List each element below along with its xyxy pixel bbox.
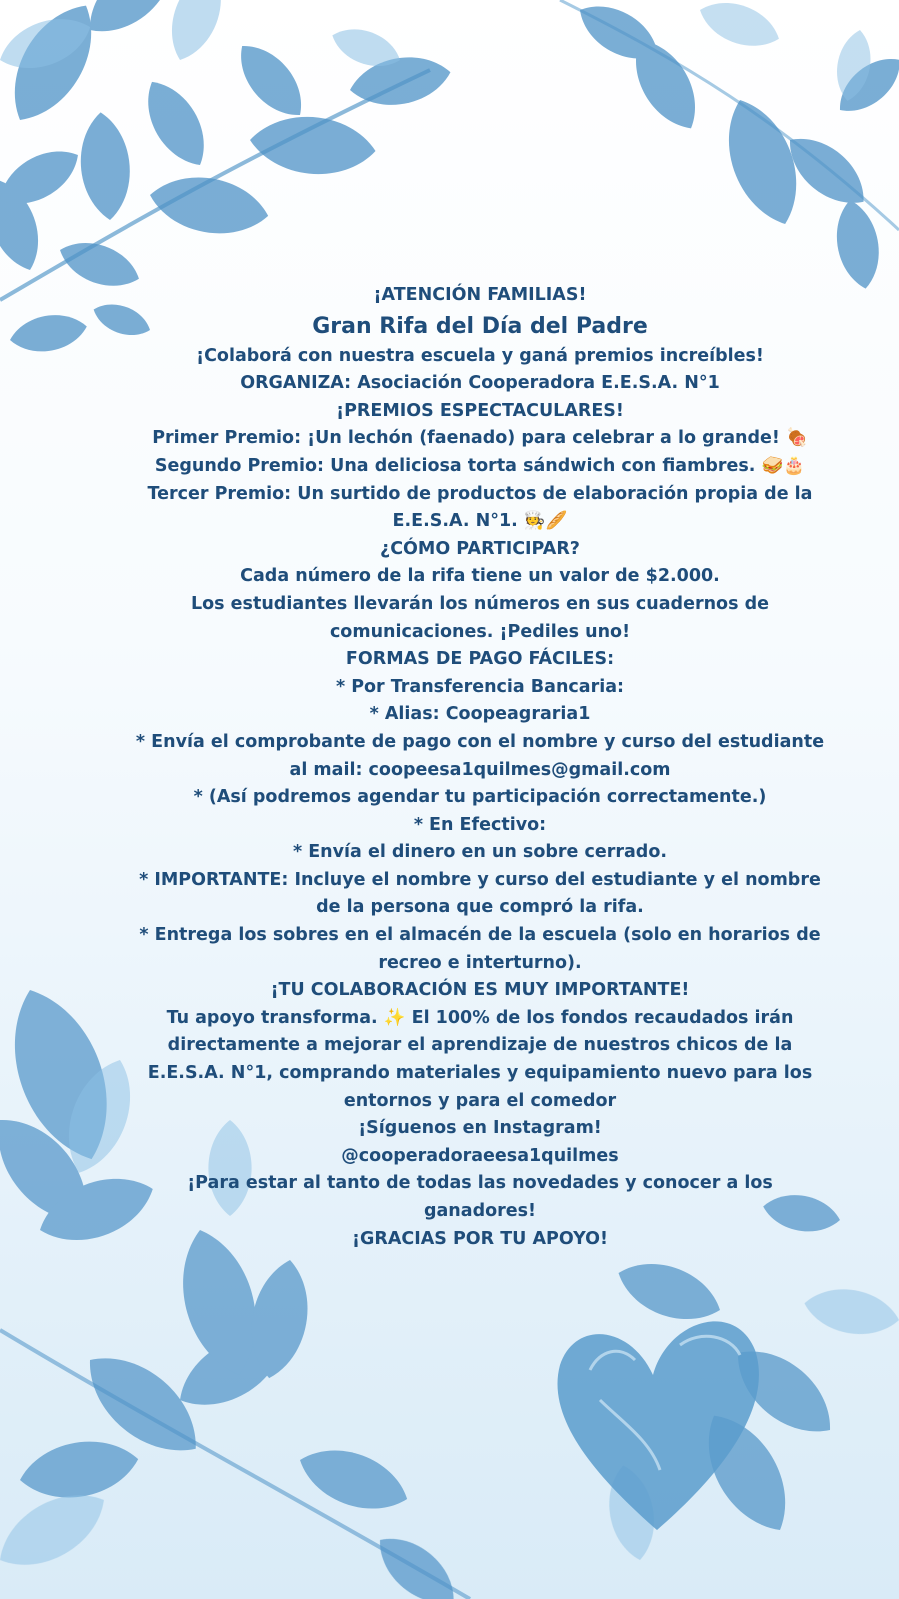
how-to-participate-heading: ¿CÓMO PARTICIPAR? xyxy=(380,538,580,559)
send-receipt-instruction: * Envía el comprobante de pago con el nombre y curso del estudiante al mail: coopeesa1quilmes@gmail.com xyxy=(135,731,825,780)
cash-method: * En Efectivo: xyxy=(413,814,547,835)
schedule-note: * (Así podremos agendar tu participación correctamente.) xyxy=(193,787,767,808)
payment-methods-heading: FORMAS DE PAGO FÁCILES: xyxy=(345,649,615,670)
flyer-content xyxy=(130,282,830,1253)
attention-heading: ¡ATENCIÓN FAMILIAS! xyxy=(373,285,587,305)
organizer-text: ORGANIZA: Asociación Cooperadora E.E.S.A. N°1 xyxy=(240,373,720,394)
envelope-instruction: * Envía el dinero en un sobre cerrado. xyxy=(292,842,668,863)
ticket-price: Cada número de la rifa tiene un valor de $2.000. xyxy=(240,566,720,587)
collaboration-heading: ¡TU COLABORACIÓN ES MUY IMPORTANTE! xyxy=(270,980,690,1001)
transfer-method: * Por Transferencia Bancaria: xyxy=(335,676,625,697)
stay-updated-text: ¡Para estar al tanto de todas las novedades y conocer a los ganadores! xyxy=(187,1173,773,1221)
second-prize: Segundo Premio: Una deliciosa torta sándwich con fiambres. 🥪🎂 xyxy=(154,455,806,476)
thanks-text: ¡GRACIAS POR TU APOYO! xyxy=(352,1228,608,1249)
raffle-title: Gran Rifa del Día del Padre xyxy=(312,313,648,339)
bank-alias: * Alias: Coopeagraria1 xyxy=(369,704,591,725)
first-prize: Primer Premio: ¡Un lechón (faenado) para celebrar a lo grande! 🍖 xyxy=(152,428,808,449)
prizes-heading: ¡PREMIOS ESPECTACULARES! xyxy=(336,400,624,421)
important-note: * IMPORTANTE: Incluye el nombre y curso del estudiante y el nombre de la persona que compró la rifa. xyxy=(139,869,821,918)
ticket-distribution: Los estudiantes llevarán los números en sus cuadernos de comunicaciones. ¡Pediles uno! xyxy=(191,593,769,642)
support-text: Tu apoyo transforma. ✨ El 100% de los fondos recaudados irán directamente a mejorar el aprendizaje de nuestros chicos de la E.E.S.A. N°1, comprando materiales y equipamiento nuevo para los entornos y para el comedor xyxy=(147,1007,813,1111)
third-prize: Tercer Premio: Un surtido de productos de elaboración propia de la E.E.S.A. N°1. 🧑‍🍳🥖 xyxy=(147,483,813,532)
top-right-leaf-branch xyxy=(560,0,899,292)
deliver-instruction: * Entrega los sobres en el almacén de la escuela (solo en horarios de recreo e interturno). xyxy=(139,925,821,973)
follow-instagram: ¡Síguenos en Instagram! xyxy=(358,1118,602,1139)
collaborate-text: ¡Colaborá con nuestra escuela y ganá premios increíbles! xyxy=(196,345,764,366)
instagram-handle: @cooperadoraeesa1quilmes xyxy=(341,1145,619,1166)
